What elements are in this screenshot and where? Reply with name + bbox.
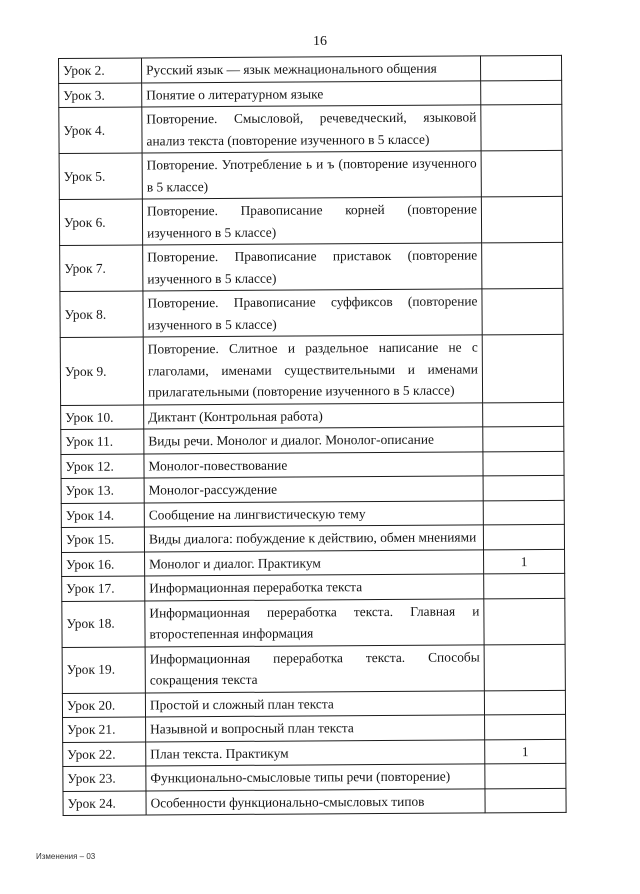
lesson-hours-cell xyxy=(482,242,563,288)
lesson-hours-cell xyxy=(484,690,565,715)
table-row xyxy=(59,55,562,83)
lesson-topic-cell: Повторение. Употребление ь и ъ (повторение изученного в 5 классе) xyxy=(142,151,481,199)
table-row xyxy=(61,426,564,454)
lesson-topic-cell: Повторение. Смысловой, речеведческий, языковой анализ текста (повторение изученного в 5 классе) xyxy=(142,105,481,153)
lesson-number-cell: Урок 16. xyxy=(62,551,145,576)
lesson-number-cell: Урок 23. xyxy=(63,766,146,791)
table-row xyxy=(62,690,565,718)
lesson-hours-cell xyxy=(485,788,566,813)
table-row xyxy=(62,644,565,693)
lesson-hours-cell xyxy=(481,196,562,242)
table-row xyxy=(59,150,562,199)
lesson-hours-cell xyxy=(483,451,564,476)
lesson-hours-cell: 1 xyxy=(484,549,565,574)
table-row xyxy=(59,196,562,245)
lesson-number-cell: Урок 10. xyxy=(61,404,144,429)
curriculum-table-wrapper xyxy=(58,55,577,816)
lesson-topic-cell: Функционально-смысловые типы речи (повторение) xyxy=(146,764,485,791)
lesson-hours-cell xyxy=(481,150,562,196)
lesson-number-cell: Урок 8. xyxy=(60,291,143,338)
lesson-number-cell: Урок 4. xyxy=(59,107,142,154)
lesson-hours-cell xyxy=(480,55,561,80)
table-row xyxy=(62,573,565,601)
table-row xyxy=(63,714,566,742)
lesson-number-cell: Урок 13. xyxy=(61,478,144,503)
lesson-topic-cell: Виды речи. Монолог и диалог. Монолог-описание xyxy=(144,427,483,454)
lesson-topic-cell: Понятие о литературном языке xyxy=(142,80,481,107)
lesson-topic-cell: Виды диалога: побуждение к действию, обмен мнениями xyxy=(144,525,483,552)
lesson-hours-cell xyxy=(485,714,566,739)
table-row xyxy=(61,475,564,503)
lesson-topic-cell: Простой и сложный план текста xyxy=(145,690,484,717)
lesson-number-cell: Урок 20. xyxy=(62,692,145,717)
lesson-number-cell: Урок 19. xyxy=(62,646,145,693)
lesson-topic-cell: Монолог и диалог. Практикум xyxy=(145,549,484,576)
lesson-hours-cell xyxy=(484,573,565,598)
lesson-number-cell: Урок 6. xyxy=(59,199,142,246)
table-row xyxy=(59,80,562,108)
table-row xyxy=(63,739,566,767)
lesson-topic-cell: Русский язык — язык межнационального общения xyxy=(142,56,481,83)
table-row xyxy=(59,104,562,153)
lesson-topic-cell: Повторение. Правописание корней (повторение изученного в 5 классе) xyxy=(142,197,481,245)
lesson-number-cell: Урок 24. xyxy=(63,790,146,815)
lesson-hours-cell xyxy=(483,402,564,427)
lesson-hours-cell xyxy=(485,763,566,788)
lesson-topic-cell: Монолог-рассуждение xyxy=(144,476,483,503)
lesson-hours-cell xyxy=(484,644,565,690)
lesson-hours-cell xyxy=(481,80,562,105)
table-row xyxy=(61,402,564,430)
lesson-hours-cell xyxy=(481,104,562,150)
lesson-topic-cell: Повторение. Слитное и раздельное написание не с глаголами, именами существительными и именами прилагательными (повторение изученного в 5 классе) xyxy=(143,335,482,405)
page-number: 16 xyxy=(313,34,327,49)
lesson-topic-cell: Информационная переработка текста. Главная и второстепенная информация xyxy=(145,598,484,646)
footer-revision-note: Изменения – 03 xyxy=(36,852,96,861)
table-row xyxy=(63,763,566,791)
lesson-topic-cell: Монолог-повествование xyxy=(144,451,483,478)
lesson-hours-cell xyxy=(484,598,565,644)
lesson-topic-cell: Повторение. Правописание суффиксов (повторение изученного в 5 классе) xyxy=(143,289,482,337)
table-row xyxy=(63,788,566,816)
lesson-number-cell: Урок 22. xyxy=(63,741,146,766)
lesson-topic-cell: Диктант (Контрольная работа) xyxy=(144,402,483,429)
lesson-topic-cell: Повторение. Правописание приставок (повторение изученного в 5 классе) xyxy=(143,243,482,291)
curriculum-table xyxy=(58,55,567,816)
table-row xyxy=(61,524,564,552)
lesson-hours-cell xyxy=(483,475,564,500)
lesson-topic-cell: План текста. Практикум xyxy=(146,739,485,766)
lesson-number-cell: Урок 21. xyxy=(63,717,146,742)
lesson-topic-cell: Сообщение на лингвистическую тему xyxy=(144,500,483,527)
lesson-topic-cell: Назывной и вопросный план текста xyxy=(146,715,485,742)
table-row xyxy=(60,242,563,291)
lesson-topic-cell: Особенности функционально-смысловых типов xyxy=(146,788,485,815)
table-row xyxy=(60,334,563,405)
lesson-number-cell: Урок 5. xyxy=(59,153,142,200)
lesson-number-cell: Урок 17. xyxy=(62,576,145,601)
lesson-number-cell: Урок 15. xyxy=(61,527,144,552)
lesson-topic-cell: Информационная переработка текста xyxy=(145,574,484,601)
lesson-hours-cell xyxy=(482,288,563,334)
table-row xyxy=(61,500,564,528)
lesson-number-cell: Урок 12. xyxy=(61,453,144,478)
lesson-hours-cell: 1 xyxy=(485,739,566,764)
table-row xyxy=(60,288,563,337)
lesson-number-cell: Урок 11. xyxy=(61,429,144,454)
lesson-hours-cell xyxy=(483,500,564,525)
lesson-number-cell: Урок 7. xyxy=(60,245,143,292)
lesson-number-cell: Урок 2. xyxy=(59,58,142,83)
table-row xyxy=(62,598,565,647)
lesson-hours-cell xyxy=(483,524,564,549)
curriculum-table-body xyxy=(59,55,567,815)
lesson-number-cell: Урок 9. xyxy=(60,337,143,405)
lesson-number-cell: Урок 14. xyxy=(61,502,144,527)
lesson-number-cell: Урок 18. xyxy=(62,600,145,647)
lesson-topic-cell: Информационная переработка текста. Способы сокращения текста xyxy=(145,644,484,692)
lesson-number-cell: Урок 3. xyxy=(59,82,142,107)
lesson-hours-cell xyxy=(482,334,563,402)
lesson-hours-cell xyxy=(483,426,564,451)
table-row xyxy=(62,549,565,577)
table-row xyxy=(61,451,564,479)
